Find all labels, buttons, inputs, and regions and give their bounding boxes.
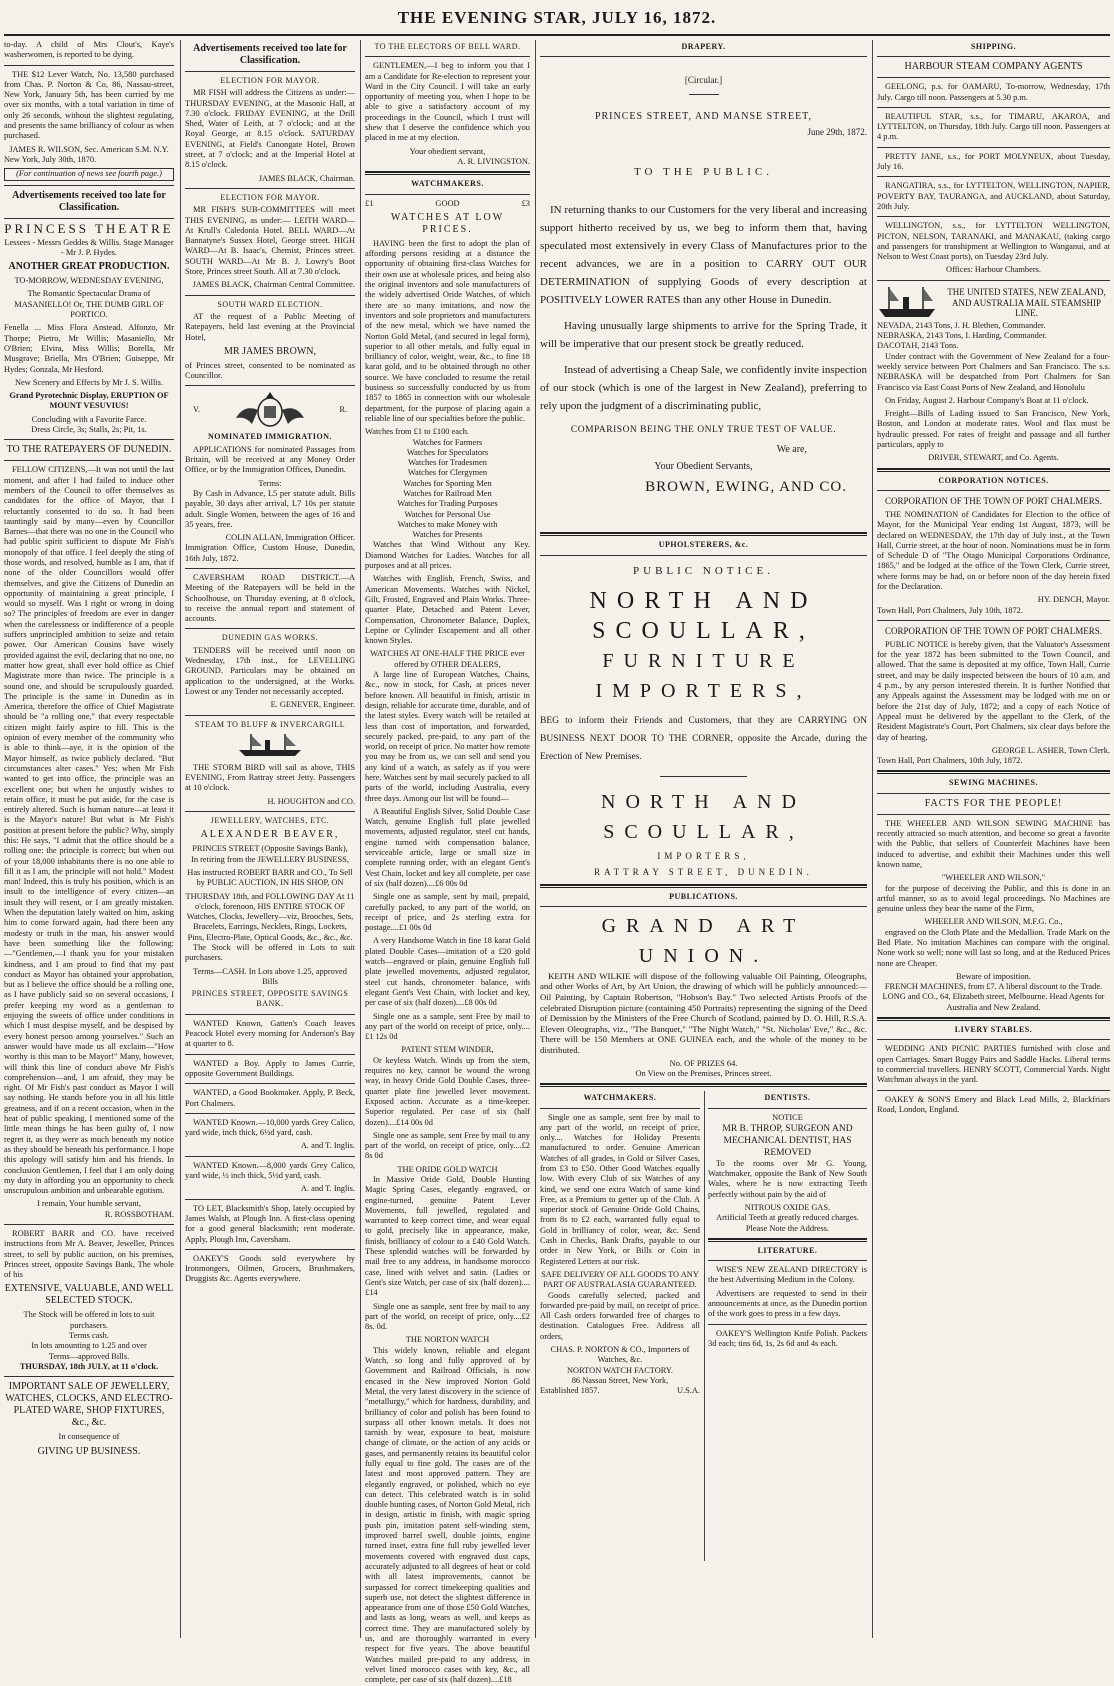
wanted-ad: WANTED Known.—8,000 yards Grey Calico, yard wide, ½ inch thick, 5½d yard, cash. bbox=[185, 1160, 355, 1181]
wanted-ad: WANTED a Boy. Apply to James Currie, opposite Government Buildings. bbox=[185, 1058, 355, 1078]
column-5 bbox=[877, 40, 1110, 1636]
sailing-wellington: WELLINGTON, s.s., for LYTTELTON WELLINGTON, PICTON, NELSON, TARANAKI, and MANAKAU, (taking cargo and passengers for transhipment at Wellington to Wanganui, and at Nelson to West Coast ports), on Tuesday 23rd July. bbox=[877, 221, 1110, 262]
south-ward-rest: of Princes street, consented to be nominated as Councillor. bbox=[185, 360, 355, 381]
watchmakers-body: Single one as sample, sent free by mail to any part of the world, on receipt of price, only.... Watches for Holiday Presents manufactured to order. Genuine American Watches of all grades, in Gold or Silver Cases, from £3 to £50. Other Good Watches equally low. With every Club of six Watches of any kind, we send one extra Watch of same kind Free, as a Premium to getter up of the Club. A superior stock of Genuine Oride Gold Chains, from 8s to £2 each, warranted fully equal to Gold in brilliancy of color, wear, &c. Send Cash in Checks, Bank Drafts, payable to our order in New York, or Bills or Coin in Registered Letters at our risk. bbox=[540, 1112, 700, 1266]
watches-list bbox=[365, 438, 530, 541]
beaver-items: Watches, Clocks, Jewellery—viz, Brooches, Sets, Bracelets, Earrings, Necklets, Rings, Lockets, Pins, Electro-Plate, Optical Goods, &c., &c., &c. bbox=[186, 912, 354, 942]
column-3 bbox=[365, 40, 530, 1685]
wanted-ad: WANTED Known, Gatten's Coach leaves Peacock Hotel every morning for Anderson's Bay at quarter to 8. bbox=[185, 1018, 355, 1049]
oakey-knife-polish: OAKEY'S Wellington Knife Polish. Packets 3d each; tins 6d, 1s, 2s 6d and 4s each. bbox=[708, 1328, 867, 1348]
double-rule bbox=[540, 884, 867, 888]
norton-established: Established 1857. bbox=[540, 1386, 600, 1396]
election-title: ELECTION FOR MAYOR. bbox=[220, 192, 320, 202]
drapery-we-are: We are, bbox=[776, 444, 807, 456]
double-rule bbox=[708, 1238, 867, 1242]
divider bbox=[877, 814, 1110, 815]
immigration-notice: APPLICATIONS for nominated Passages from Britain, will be received at any Money Order Office, or by the Immigration Offices, Dunedin. bbox=[185, 444, 355, 475]
corporation-signature: GEORGE L. ASHER, Town Clerk. bbox=[991, 745, 1110, 755]
watches-list-item: Watches for Trading Purposes bbox=[397, 499, 498, 509]
half-price-heading: WATCHES AT ONE-HALF THE PRICE ever offered by OTHER DEALERS, bbox=[370, 649, 525, 669]
double-rule bbox=[540, 1083, 867, 1087]
election-title: ELECTION FOR MAYOR. bbox=[220, 76, 320, 85]
divider bbox=[185, 1113, 355, 1114]
beaver-sale-date: THURSDAY 18th, and FOLLOWING DAY At 11 o'clock, forenoon, HIS ENTIRE STOCK OF bbox=[185, 891, 355, 911]
immigration-title: NOMINATED IMMIGRATION. bbox=[207, 432, 333, 442]
norton-title: THE NORTON WATCH bbox=[405, 1335, 490, 1345]
oride-title: THE ORIDE GOLD WATCH bbox=[397, 1164, 498, 1174]
wanted-signature: A. and T. Inglis. bbox=[300, 1141, 355, 1151]
theatre-farce: Concluding with a Favorite Farce. bbox=[31, 414, 147, 424]
beaver-retiring: In retiring from the JEWELLERY BUSINESS, bbox=[191, 854, 349, 864]
gas-works-notice: TENDERS will be received until noon on Wednesday, 17th inst., for LEVELLING GROUND. Particulars may be obtained on application to the undersigned, at the Works. Lowest or any Tender not necessarily accepted. bbox=[185, 645, 355, 696]
ratepayers-letter: FELLOW CITIZENS,—It was not until the last moment, and after I had failed to induce other members of the Council to offer themselves as candidates for the office of Mayor, that I reluctantly consented to do so. It had been tauntingly said by many—even by Councillor Barnes—that there was no one in the Council who had public spirit sufficient to dispute Mr Fish's monopoly of that office. I feel deeply the sting of those words, and resolved, humble as I am, that if none of the older Councillors would offer themselves, and give the Citizens of Dunedin an opportunity of maintaining a great principle, I would so myself. Was I right or wrong in doing so? The principles of freedom are ever in danger when the carelessness or indifference of a people suffers unprincipled ambition to seize and retain power. Our American Cousins have wisely provided against the evil, declaring that no one, no matter how great, shall ever hold office as Chief Magistrate more than twice. The principle is a sound one, and should be scrupulously guarded. The principle is the same in Dunedin as in America, therefore the office of Chief Magistrate should be "a rolling one," that every respectable citizen might fairly aspire to fill. This is the opinion of every member of the community who is able to think—aye, it is the opinion of the Mayor himself, as twice publicly declared. "But circumstances alter cases." Yes; when Mr Fish wanted to get into office, the principle was an excellent one; but when he unjustly wishes to retain office, it must be put aside, for the case is entirely altered. Such is human nature—at least it is the Mayor's nature! But what is Mr Fish's position at present before the public? Why, simply this: He says, "I admit that the office should be a rolling one: the principle is correct; but when out of your 18,000 inhabitants there is no one able to fill it as I am, the principle will not hold." Modest man! Indeed, this is truly his position, which is an insult to the intelligence of every citizen—an insult they will resent, or I am greatly mistaken. When the deputation lately waited on him, asking him to come forward again, had there been any modesty or truth in the man, his answer would have been something like the following:—"Gentlemen,—I thank you for your mistaken kindness, and I am proud to find that my past conduct as Mayor has obtained your approbation, but as I believe the office should be a rolling one, as I have publicly said so on several occasions, I prefer keeping my word as a gentleman to enjoying the sweets of office under conditions in which I must despise myself, and be despised by every honest person among yourselves." Such an answer would have made us all exclaim—"How worthy is this man to be Mayor!" Many, however, will think this line of conduct above Mr Fish's comprehension—and, I am afraid, they may be right. Of Mr Fish's past conduct as Mayor I will say nothing. He stands before you in all his little greatness, and if on a recent occasion, when in the heat of public speaking, I mentioned some of the little mean things he has been guilty of, I now regret it, as they were as much beneath my notice as they should be beneath his performance. I hope this apology will satisfy him and his friends. In conclusion Gentlemen, I feel that I am only doing my duty in affording you an opportunity to check unscrupulous ambition and unbearable egotism. bbox=[4, 465, 174, 1196]
watches-keyless: Watches that Wind Without any Key. Diamond Watches for Ladies. Watches for all purposes and at all prices. bbox=[365, 540, 530, 571]
half-price-body: A large line of European Watches, Chains, &c., now in stock, for Cash, at prices never before known. All beautiful in finish, artistic in design, reliable for accurate time, durable, and of the latest styles. Every watch will be retailed at less than cost of importation, and forwarded, securely packed, pre-paid, to any part of the world, on receipt of price. No matter how remote you may be from us, we can sell and send you any kind of a watch, as safely as if you were here. Watches sent by mail securely packed to all parts of the world, including Australia, every three days. Among our list will be found— bbox=[365, 670, 530, 803]
divider bbox=[185, 568, 355, 569]
corporation-date: Town Hall, Port Chalmers, 10th July, 1872. bbox=[877, 756, 1023, 766]
theatre-scenery: New Scenery and Effects by Mr J. S. Willis. bbox=[15, 377, 163, 387]
section-label-upholsterers: UPHOLSTERERS, &c. bbox=[658, 540, 749, 550]
rattray-address: RATTRAY STREET, DUNEDIN. bbox=[594, 867, 813, 878]
divider bbox=[4, 185, 174, 186]
section-label-shipping: SHIPPING. bbox=[970, 42, 1017, 51]
norton-footer bbox=[540, 1386, 700, 1396]
divider bbox=[185, 1014, 355, 1015]
stem-winder-body: Or keyless Watch. Winds up from the stem, requires no key, cannot be wound the wrong way, in heavy Oride Gold Double Cases, three-quarter plate fine jewelled lever movement. Exposed action. Accurate as a time-keeper. Superior regulated. Per case of six (half dozen)....£14 00s 0d bbox=[365, 1055, 530, 1127]
beaver-name: ALEXANDER BEAVER, bbox=[200, 829, 340, 841]
drapery-body-2: Having unusually large shipments to arrive for the Spring Trade, it will be imperative that our present stock be greatly reduced. bbox=[540, 320, 867, 351]
section-label-watchmakers: WATCHMAKERS. bbox=[411, 179, 484, 189]
drapery-body-1: IN returning thanks to our Customers for the very liberal and increasing support hitherto received by us, we beg to inform them that, having speculated most extensively in every Class of Manufactures prior to the recent advances, we are in a position to CARRY OUT OUR DETERMINATION of supplying Goods of every description at POSITIVELY LOWER RATES than any other House in Dunedin. bbox=[540, 204, 867, 307]
barr-date: THURSDAY, 18th JULY, at 11 o'clock. bbox=[19, 1361, 159, 1371]
double-rule bbox=[877, 770, 1110, 774]
art-union-body: KEITH AND WILKIE will dispose of the following valuable Oil Painting, Oleographs, and other Works of Art, by Art Union, the drawing of which will be publicly announced:— Oil Painting, by Captain Robertson, "Hobson's Bay." Two selected Artists Proofs of the celebrated Disruption picture (containing 450 Portraits) representing the signing of the Deed of Demission by the Ministers of the Free Church of Scotland, painted by D. O. Hill, R.S.A. Eleven Oleographs, viz., "The Banquet," "The Night Watch," "St. Nicholas' Eve," &c., &c. There will be 150 Members at ONE GUINEA each, and the whole of the money to be distributed. bbox=[540, 970, 867, 1056]
watchmakers-subcolumn bbox=[540, 1091, 700, 1396]
section-heading: Advertisements received too late for Classification. bbox=[193, 43, 347, 66]
divider bbox=[877, 216, 1110, 217]
steamship-icon bbox=[185, 732, 355, 763]
ship-dacotah: DACOTAH, 2143 Tons. bbox=[877, 341, 959, 351]
divider bbox=[185, 811, 355, 812]
immigration-office: Immigration Office, Custom House, Dunedin, 16th July, 1872. bbox=[185, 543, 355, 563]
sailing-geelong: GEELONG, p.s. for OAMARU, To-morrow, Wednesday, 17th July. Cargo till noon. Passengers at 5.30 p.m. bbox=[877, 82, 1110, 102]
section-label-corporation: CORPORATION NOTICES. bbox=[938, 475, 1049, 485]
divider bbox=[877, 1039, 1110, 1040]
royal-crest bbox=[185, 390, 355, 430]
beaver-terms: Terms—CASH. In Lots above 1.25, approved Bills bbox=[193, 966, 347, 986]
divider bbox=[185, 188, 355, 189]
wise-directory: WISE'S NEW ZEALAND DIRECTORY is the best Advertising Medium in the Colony. bbox=[708, 1265, 867, 1285]
artificial-teeth: Artificial Teeth at greatly reduced charges. Please Note the Address. bbox=[716, 1213, 859, 1233]
mail-line-header bbox=[877, 285, 1110, 321]
barr-terms: Terms cash. bbox=[69, 1331, 109, 1341]
beaver-instructed: Has instructed ROBERT BARR and CO., To Sell by PUBLIC AUCTION, IN HIS SHOP, ON bbox=[187, 867, 353, 888]
divider bbox=[4, 1376, 174, 1377]
gas-works-signature: E. GENEVER, Engineer. bbox=[270, 700, 355, 710]
steam-title: STEAM TO BLUFF & INVERCARGILL bbox=[194, 719, 346, 729]
sailing-beautiful-star: BEAUTIFUL STAR, s.s., for TIMARU, AKAROA, and LYTTELTON, on Thursday, 18th July. Cargo till noon. Passengers at 4 p.m. bbox=[877, 111, 1110, 142]
section-label-livery: LIVERY STABLES. bbox=[954, 1025, 1033, 1035]
circular-label: [Circular.] bbox=[684, 75, 723, 86]
crest-letter-r: R. bbox=[339, 405, 347, 415]
election-notice: MR FISH will address the Citizens as under:— THURSDAY EVENING, at the Masonic Hall, at 7.30 o'clock. FRIDAY EVENING, at the Drill Shed, Water of Leith, at 7 o'clock; and at the Royal George, at 8.15 o'clock. SATURDAY EVENING, at Field's Canongate Hotel, Brown street, at 7 o'clock; and at the Imperial Hotel at 8.15 o'clock. bbox=[185, 88, 355, 170]
column-divider bbox=[535, 40, 536, 1638]
north-scoullar-notice: BEG to inform their Friends and Customers, that they are CARRYING ON BUSINESS NEXT DOOR TO THE CORNER, opposite the Arcade, during the Erection of New Premises. bbox=[540, 715, 867, 762]
steam-notice: THE STORM BIRD will sail as above, THIS EVENING, From Rattray street Jetty. Passengers at 10 o'clock. bbox=[185, 762, 355, 793]
divider bbox=[540, 555, 867, 556]
double-rule bbox=[540, 532, 867, 536]
wheeler-body-3: engraved on the Cloth Plate and the Medallion. Trade Mark on the Bed Plate. No imitation Machines can compare with the original. None work so well; none will last so long, and at the Reduced Prices none are Cheaper. bbox=[877, 927, 1110, 968]
section-label-sewing: SEWING MACHINES. bbox=[949, 778, 1038, 788]
public-heading: TO THE PUBLIC. bbox=[633, 165, 773, 178]
wheeler-name: "WHEELER AND WILSON," bbox=[941, 873, 1046, 883]
safe-delivery: SAFE DELIVERY OF ALL GOODS TO ANY PART OF AUSTRALASIA GUARANTEED. bbox=[541, 1269, 699, 1290]
watches-title: WATCHES AT LOW PRICES. bbox=[390, 211, 505, 235]
importers-label: IMPORTERS, bbox=[657, 850, 750, 861]
watches-kinds: Watches with English, French, Swiss, and American Movements. Watches with Nickel, Gilt, Frosted, Engraved and Plain Works. Three-quarter Plate, Detached and Patent Lever, Compensation, Chronometer Balance, Duplex, Lepine or Cylinder Escapement and all other known Styles. bbox=[365, 574, 530, 646]
south-ward-notice: AT the request of a Public Meeting of Ratepayers, held last evening at the Provincial Hotel, bbox=[185, 311, 355, 342]
theatre-lessees: Lessees - Messrs Geddes & Willis. Stage Manager - Mr J. P. Hydes. bbox=[4, 237, 174, 257]
divider bbox=[185, 1083, 355, 1084]
corporation-date: Town Hall, Port Chalmers, July 10th, 1872. bbox=[877, 605, 1023, 615]
divider bbox=[4, 218, 174, 219]
double-rule bbox=[877, 1017, 1110, 1021]
mail-agents: DRIVER, STEWART, and Co. Agents. bbox=[928, 453, 1059, 463]
norton-company: CHAS. P. NORTON & CO., Importers of Watches, &c. bbox=[550, 1345, 690, 1365]
column-divider bbox=[180, 40, 181, 1638]
steamship-icon bbox=[877, 285, 937, 321]
crest-letter-v: V. bbox=[193, 405, 201, 415]
divider bbox=[877, 1090, 1110, 1091]
sailing-pretty-jane: PRETTY JANE, s.s., for PORT MOLYNEUX, about Tuesday, July 16. bbox=[877, 151, 1110, 172]
divider bbox=[185, 715, 355, 716]
bottom-subcolumns bbox=[540, 1091, 867, 1561]
beaver-lots: The Stock will be offered in Lots to suit purchasers. bbox=[185, 943, 355, 963]
divider bbox=[4, 1224, 174, 1225]
corporation-assessment: PUBLIC NOTICE is hereby given, that the Valuator's Assessment for the year 1872 has been submitted to the Town Council, and allowed. That the same is deposited at my office, Town Hall, Currie street, and may be daily inspected between the hours of 10 a.m. and 4 p.m., by any person interested therein. It is further Notified that any Appeals against the Assessment may be lodged with me on or before the 21st day of July, 1872; and a copy of each Notice of Appeal must be delivered by the appellant to the Clerk, of the Resident Magistrate's Court, Port Chalmers, six clear days before the day of hearing, bbox=[877, 639, 1110, 742]
divider bbox=[877, 176, 1110, 177]
barr-auction-notice: ROBERT BARR and CO. have received instructions from Mr A. Beaver, Jeweller, Princes street, to sell by public auction, on his premises, Princes street, opposite Savings Bank, The whole of his bbox=[4, 1228, 174, 1280]
savings-bank-heading: PRINCES STREET, OPPOSITE SAVINGS BANK. bbox=[191, 989, 349, 1009]
theatre-drama: The Romantic Spectacular Drama of MASANIELLO! Or, THE DUMB GIRL OF PORTICO. bbox=[14, 289, 164, 320]
gas-works-title: DUNEDIN GAS WORKS. bbox=[221, 633, 319, 643]
watches-list-item: Watches to make Money with bbox=[397, 519, 498, 529]
section-label-publications: PUBLICATIONS. bbox=[669, 891, 738, 901]
column-2 bbox=[185, 40, 355, 1636]
beaver-address: PRINCES STREET (Opposite Savings Bank), bbox=[192, 844, 348, 854]
letter-signature: R. ROSSBOTHAM. bbox=[104, 1209, 174, 1219]
double-rule bbox=[365, 171, 530, 175]
crest-emblem-icon bbox=[230, 390, 310, 430]
barr-consequence: In consequence of bbox=[58, 1432, 120, 1442]
section-label-watchmakers: WATCHMAKERS. bbox=[583, 1093, 657, 1103]
watches-list-item: Watches for Speculators bbox=[406, 447, 489, 457]
divider bbox=[4, 65, 174, 66]
divider bbox=[877, 793, 1110, 794]
nitrous-oxide: NITROUS OXIDE GAS. bbox=[744, 1202, 831, 1212]
south-ward-title: SOUTH WARD ELECTION. bbox=[217, 299, 323, 309]
wheeler-firm: WHEELER AND WILSON, M.F.G. Co., bbox=[924, 917, 1063, 927]
norton-body: This widely known, reliable and elegant Watch, so long and fully approved of by Government and Railroad Officials, is now encased in the New improved Norton Gold Metal, the very latest discovery in the science of "metallurgy," which for hardness, durability, and brilliancy of color and polish has been found to surpass all other known metals. It does not tarnish by wear, exposure to heat, moisture change of climate, or the action of any acids or gases, and permanently retains its beautiful color fully equal to fine gold. The cases are of the latest and most approved pattern. They are elegantly engraved, or polished, which no eye can detect. This celebrated watch is in solid double hunting cases, of Norton Gold Metal, rich in design, artistic in finish, with magic spring push pin, imitation patent self-winding stem, improved barrel swell, double joints, engine turned inset, extra fine full ruby jewelled lever movements covered with engraved dust caps, accurately adjusted to all degrees of heat or cold with all latest improvements, cannot be surpassed for correct timekeeping qualities and superb use, not detect the slightest difference in appearance from one of those £50 Gold Watches, and lasts as long, wears as well, and keeps as correct time. They are manufactured solely by us, and are thoroughly warranted in every respect for five years. The above beautiful Watches mailed pre-paid to any address, in velvet lined morocco cases with key, &c., all complete, per case of six (half dozen)....£18 bbox=[365, 1345, 530, 1685]
divider bbox=[185, 1249, 355, 1250]
drapery-date: June 29th, 1872. bbox=[807, 126, 867, 137]
divider bbox=[185, 385, 355, 386]
steam-signature: H. HOUGHTON and CO. bbox=[267, 796, 355, 806]
bell-ward-closing: Your obedient servant, bbox=[409, 146, 486, 156]
immigration-terms-label: Terms: bbox=[258, 478, 282, 488]
silver-watch-offer: A Beautiful English Silver, Solid Double Case Watch, genuine English full plate jewelled movements, adjusted regulator, steel cut hands, engine turned with compensation balance, serviceable article, large or small size in complete running order, with an elegant Gent's Vest Chain, locket and key all complete, per case of six (half dozen)....£6 00s 0d bbox=[365, 806, 530, 888]
divider bbox=[877, 147, 1110, 148]
public-notice-heading: PUBLIC NOTICE. bbox=[633, 564, 774, 577]
corporation-signature: HY. DENCH, Mayor. bbox=[1037, 595, 1110, 605]
theatre-prices: Dress Circle, 3s; Stalls, 2s; Pit, 1s. bbox=[31, 425, 147, 435]
column-4 bbox=[540, 40, 867, 1636]
silver-watch-single: Single one as sample, sent by mail, prepaid, carefully packed, to any part of the world, on receipt of price, and 2s sterling extra for postage....£1 00s 0d bbox=[365, 892, 530, 933]
dentists-subcolumn bbox=[708, 1091, 867, 1352]
letter-closing: I remain, Your humble servant, bbox=[37, 1199, 141, 1209]
divider bbox=[877, 77, 1110, 78]
masthead: THE EVENING STAR, JULY 16, 1872. bbox=[397, 8, 717, 27]
harbour-offices: Offices: Harbour Chambers. bbox=[946, 265, 1041, 275]
grand-art-union-title: GRAND ART UNION. bbox=[601, 914, 806, 967]
watches-list-item: Watches for Sporting Men bbox=[403, 478, 492, 488]
bell-ward-signature: A. R. LIVINGSTON. bbox=[457, 156, 530, 166]
divider bbox=[877, 490, 1110, 491]
wanted-ad: WANTED, a Good Bookmaker. Apply, P. Beck, Port Chalmers. bbox=[185, 1088, 355, 1108]
norton-usa: U.S.A. bbox=[676, 1386, 700, 1396]
norton-address: 86 Nassau Street, New York, bbox=[571, 1375, 669, 1385]
corporation-nomination: THE NOMINATION of Candidates for Election to the office of Mayor, for the Municipal Year ending 1st August, 1873, will be declared on WEDNESDAY, the 17th day of July inst., at the Town Hall, Currie street, at the hour of noon. Nominations must be in form of Schedule D of "The Otago Municipal Corporations Ordinance, 1865," and be lodged at the office of the Town Clerk, Currie street, where forms may be had, on or before noon of the day herein fixed for the Declaration. bbox=[877, 509, 1110, 591]
stem-winder-title: PATENT STEM WINDER, bbox=[401, 1045, 494, 1055]
brown-ewing-signature: BROWN, EWING, AND CO. bbox=[645, 479, 847, 496]
price-line bbox=[365, 199, 530, 209]
theatre-production: ANOTHER GREAT PRODUCTION. bbox=[8, 261, 170, 273]
immigration-signature: COLIN ALLAN, Immigration Officer. bbox=[225, 533, 355, 543]
watches-list-item: Watches for Personal Use bbox=[404, 509, 491, 519]
price-label: GOOD bbox=[435, 198, 460, 208]
divider bbox=[877, 107, 1110, 108]
divider bbox=[365, 194, 530, 195]
divider bbox=[4, 460, 174, 461]
divider bbox=[877, 56, 1110, 57]
section-label-dentists: DENTISTS. bbox=[764, 1093, 811, 1103]
theatre-title: PRINCESS THEATRE bbox=[4, 220, 174, 236]
short-rule bbox=[660, 776, 747, 777]
norton-factory: NORTON WATCH FACTORY. bbox=[567, 1365, 673, 1375]
barr-approved: Terms—approved Bills. bbox=[48, 1351, 130, 1361]
divider bbox=[540, 906, 867, 907]
corporation-title: CORPORATION OF THE TOWN OF PORT CHALMERS. bbox=[884, 495, 1103, 506]
watch-testimonial: THE $12 Lever Watch, No. 13,580 purchased from Chas. P. Norton & Co, 86, Nassau-street, New York, January 5th, has been carried by me over six months, with a total variation in time of only 26 seconds, without the slightest regulating, and presents the same brilliancy of colour as when purchased. bbox=[4, 69, 174, 141]
oride-body: In Massive Oride Gold, Double Hunting Magic Spring Cases, elegantly engraved, or engine-turned, genuine Patent Lever Movements, full jewelled, regulated and warranted to keep correct time, and wear equal to gold, precisely like in appearance, make, finish, brilliancy of colour to a £40 Gold Watch. These splendid watches will be forwarded by mail free to any address, in handsome morocco case, lined with velvet and satin. (Ladies or Gent's size Watch, per case of six (half dozen)....£14 bbox=[365, 1174, 530, 1298]
continuation-note: (For continuation of news see fourth page.) bbox=[4, 168, 174, 180]
goods-text: Goods carefully selected, packed and forwarded pre-paid by mail, on receipt of price. All Cash orders forwarded free of charges to destination. Catalogues Free. Address all orders, bbox=[540, 1290, 700, 1341]
drapery-obedient: Your Obedient Servants, bbox=[654, 460, 753, 472]
barr-lots: The Stock will be offered in lots to suit purchasers. bbox=[23, 1310, 155, 1330]
mail-departure: On Friday, August 2. Harbour Company's Boat at 11 o'clock. bbox=[885, 395, 1089, 405]
corporation-title: CORPORATION OF THE TOWN OF PORT CHALMERS. bbox=[884, 625, 1103, 636]
throp-heading: MR B. THROP, SURGEON AND MECHANICAL DENTIST, HAS REMOVED bbox=[722, 1123, 853, 1158]
section-label-drapery: DRAPERY. bbox=[681, 42, 726, 51]
dentist-notice-label: NOTICE bbox=[772, 1112, 803, 1122]
caversham-notice: CAVERSHAM ROAD DISTRICT.—A Meeting of the Ratepayers will be held in the Schoolhouse, on Thursday evening, at 8 o'clock, to receive the annual report and statement of accounts. bbox=[185, 572, 355, 624]
section-label-literature: LITERATURE. bbox=[757, 1245, 818, 1255]
oride-single: Single one as sample, sent free by mail to any part of the world, on receipt of price, only....£2 8s. 0d. bbox=[365, 1301, 530, 1332]
barr-giving-up: GIVING UP BUSINESS. bbox=[37, 1445, 141, 1457]
section-heading: Advertisements received too late for Classification. bbox=[12, 189, 166, 213]
jewellery-title: JEWELLERY, WATCHES, ETC. bbox=[210, 816, 330, 826]
theatre-cast: Fenella ... Miss Flora Anstead. Alfonzo, Mr Thorpe; Pietro, Mr Willis; Masaniello, Mr O'Brien; Elvira, Miss Willis; Borella, Mr Musgrave; Briella, Mrs O'Brien; Guiseppe, Mr Hydes; Gonzala, Mr Hesford. bbox=[4, 323, 174, 374]
north-scoullar-title-2: NORTH AND SCOULLAR, bbox=[601, 790, 806, 843]
testimonial-date: New York, July 30th, 1870. bbox=[4, 154, 97, 164]
election-notice: MR FISH'S SUB-COMMITTEES will meet THIS EVENING, as under:— LEITH WARD—At Krull's Caledonia Hotel. BELL WARD—At Bannatyne's Sussex Hotel, George street. HIGH WARD—At B. Isaac's, Chemist, Princes street. SOUTH WARD—At Mr B. J. Lowry's Boot Store, Princes street South. All at 7.30 o'clock. bbox=[185, 205, 355, 277]
long-agents: LONG and CO., 64, Elizabeth street, Melbourne. Head Agents for Australia and New Zealand. bbox=[882, 992, 1105, 1012]
double-rule bbox=[877, 468, 1110, 472]
divider bbox=[185, 1054, 355, 1055]
election-signature: JAMES BLACK, Chairman Central Committee. bbox=[192, 280, 355, 290]
divider bbox=[185, 1156, 355, 1157]
divider bbox=[4, 439, 174, 440]
karat-watch-offer: A very Handsome Watch in fine 18 karat Gold plated Double Cases—imitation of a £20 gold watch—engraved or plain, genuine English full plate jewelled movements, adjusted regulator, steel cut hands, chronometer balance, with elegant Gent's Vest Chain, with locket and key, per case of six (half dozen)....£8 00s 0d bbox=[365, 936, 530, 1008]
wanted-signature: A. and T. Inglis. bbox=[300, 1184, 355, 1194]
divider bbox=[877, 280, 1110, 281]
divider bbox=[185, 71, 355, 72]
divider bbox=[185, 295, 355, 296]
divider bbox=[708, 1260, 867, 1261]
subcolumn-divider bbox=[704, 1091, 705, 1561]
to-let-ad: TO LET, Blacksmith's Shop, lately occupied by James Walsh, at Plough Inn. A first-class opening for a good general blacksmith; rent moderate. Apply, Plough Inn, Caversham. bbox=[185, 1203, 355, 1244]
mail-freight: Freight—Bills of Lading issued to San Francisco, New York, Boston, and London at moderate rates. Wool and flax must be hydraulic pressed. For rates of freight and passage and all further particulars, apply to bbox=[877, 409, 1110, 450]
watches-list-item: Watches for Farmers bbox=[412, 437, 483, 447]
divider bbox=[877, 620, 1110, 621]
watches-list-item: Watches for Railroad Men bbox=[403, 488, 492, 498]
divider bbox=[708, 1108, 867, 1109]
french-machines: FRENCH MACHINES, from £7. A liberal discount to the Trade. bbox=[884, 982, 1103, 992]
facts-heading: FACTS FOR THE PEOPLE! bbox=[924, 797, 1063, 809]
election-signature: JAMES BLACK, Chairman. bbox=[258, 173, 355, 183]
drapery-comparison: COMPARISON BEING THE ONLY TRUE TEST OF VALUE. bbox=[570, 425, 837, 436]
south-ward-candidate: MR JAMES BROWN, bbox=[224, 345, 316, 357]
news-fragment: to-day. A child of Mrs Clout's, Kaye's washerwomen, is reported to be dying. bbox=[4, 40, 174, 60]
masthead-rule bbox=[4, 34, 1110, 36]
mail-contract: Under contract with the Government of New Zealand for a four-weekly service between Port Chalmers and San Francisco. The s.s. NEBRASKA will be despatched from Port Chalmers for San Francisco via East Coast Ports of New Zealand, and Honolulu bbox=[877, 351, 1110, 392]
wheeler-body-2: for the purpose of deceiving the Public, and this is done in an artful manner, so as to avoid legal proceedings. No Machines are genuine unless they bear the name of the Firm, bbox=[877, 883, 1110, 914]
divider bbox=[540, 56, 867, 57]
bell-ward-title: TO THE ELECTORS OF BELL WARD. bbox=[374, 42, 521, 51]
furniture-importers-title: FURNITURE IMPORTERS, bbox=[595, 649, 812, 702]
wedding-parties: WEDDING AND PICNIC PARTIES furnished with close and open Carriages. Smart Buggy Pairs and Saddle Hacks. Liberal terms to commercial travellers. HENRY SCOTT, Commercial Yards. Night Watchman always in the yard. bbox=[877, 1044, 1110, 1085]
art-union-view: On View on the Premises, Princes street. bbox=[635, 1068, 772, 1078]
north-scoullar-title: NORTH AND SCOULLAR, bbox=[589, 587, 818, 644]
ship-nevada: NEVADA, 2143 Tons, J. H. Blethen, Commander. bbox=[877, 320, 1046, 330]
barr-sale: IMPORTANT SALE OF JEWELLERY, WATCHES, CLOCKS, AND ELECTRO-PLATED WARE, SHOP FIXTURES, &c., &c. bbox=[5, 1381, 173, 1429]
divider bbox=[540, 1108, 700, 1109]
mail-line-title: THE UNITED STATES, NEW ZEALAND, AND AUSTRALIA MAIL STEAMSHIP LINE. bbox=[947, 287, 1106, 318]
bell-ward-letter: GENTLEMEN,—I beg to inform you that I am a Candidate for Re-election to represent your Ward in the City Council. I will take an early opportunity of meeting you, when I hope to be able to give a satisfactory account of my proceedings in the Council, which I trust will shew that I deserve the confidence which you placed in me at my election. bbox=[365, 61, 530, 143]
harbour-steam-title: HARBOUR STEAM COMPANY AGENTS bbox=[904, 61, 1083, 73]
watches-list-item: Watches for Presents bbox=[412, 530, 483, 540]
ship-nebraska: NEBRASKA, 2143 Tons, I. Harding, Commander. bbox=[877, 331, 1048, 341]
price-high: £3 bbox=[521, 198, 530, 208]
wanted-ad: WANTED Known.—10,000 yards Grey Calico, yard wide, inch thick, 6½d yard, cash. bbox=[185, 1117, 355, 1138]
theatre-pyrotechnics: Grand Pyrotechnic Display, ERUPTION OF MOUNT VESUVIUS! bbox=[9, 391, 169, 411]
immigration-terms: By Cash in Advance, L5 per statute adult. Bills payable, 30 days after arrival, L7 10s per statute adult. Single Women, between the ages of 16 and 35 years, free. bbox=[185, 488, 355, 529]
divider bbox=[185, 628, 355, 629]
testimonial-signature: JAMES R. WILSON, Sec. American S.M. N.Y. bbox=[9, 144, 169, 154]
barr-stock: EXTENSIVE, VALUABLE, AND WELL SELECTED STOCK. bbox=[4, 1283, 174, 1307]
divider bbox=[708, 1324, 867, 1325]
oakey-ad: OAKEY'S Goods sold everywhere by Ironmongers, Oilmen, Grocers, Brushmakers, Druggists &c. Agents everywhere. bbox=[185, 1253, 355, 1284]
watches-list-item: Watches for Tradesmen bbox=[408, 458, 487, 468]
art-union-prizes: No. OF PRIZES 64. bbox=[669, 1058, 738, 1068]
column-divider bbox=[872, 40, 873, 1638]
wise-body: Advertisers are requested to send in their announcements at once, as the Dunedin portion of the work goes to press in a few days. bbox=[708, 1288, 867, 1319]
karat-watch-single: Single one as a sample, sent Free by mail to any part of the world on receipt of price, only....£1 12s 0d bbox=[365, 1011, 530, 1042]
divider bbox=[185, 1199, 355, 1200]
throp-body: To the rooms over Mr G. Young, Watchmaker, opposite the Bank of New South Wales, where he is now extracting Teeth perfectly without pain by the aid of bbox=[708, 1158, 867, 1199]
oakey-emery: OAKEY & SON'S Emery and Black Lead Mills, 2, Blackfriars Road, London, England. bbox=[877, 1094, 1110, 1114]
beware-note: Beware of imposition. bbox=[956, 971, 1031, 981]
theatre-date: TO-MORROW, WEDNESDAY EVENING, bbox=[14, 276, 164, 286]
ratepayers-heading: TO THE RATEPAYERS OF DUNEDIN. bbox=[6, 444, 172, 456]
sailing-rangatira: RANGATIRA, s.s., for LYTTELTON, WELLINGTON, NAPIER, POVERTY BAY, TAURANGA, and AUCKLAND, about Saturday, 20th July. bbox=[877, 181, 1110, 211]
short-rule bbox=[689, 94, 719, 95]
drapery-body-3: Instead of advertising a Cheap Sale, we confidently invite inspection of our stock (which is one of the largest in New Zealand), preferring to rely upon the judgment of a discriminating public, bbox=[540, 364, 867, 413]
watches-intro: HAVING been the first to adopt the plan of affording persons residing at a distance the opportunity of obtaining first-class Watches for their own use at wholesale prices, and being also the original inventors and sole manufacturers of the widely advertised Oride Watches, of which there are so many imitations, and now the inventors and sole proprietors and manufacturers of the new metal, which we have named the Norton Gold Metal, (and secured in legal form), superior to all other metals, and fully equal in brilliancy of color, weight, wear, &c., to fine 18 karat gold, and to be obtained through no other source. We have concluded to resume the retail business so successfully conducted by us from 1857 to 1865 in connection with our wholesale department, for the purpose of placing again a reliable line of our specialties before the public. bbox=[365, 238, 530, 423]
price-low: £1 bbox=[365, 198, 374, 208]
stem-winder-single: Single one as sample, sent Free by mail to any part of the world, on receipt of price, only....£2 8s 0d bbox=[365, 1130, 530, 1161]
barr-amount: In lots amounting to 1.25 and over bbox=[31, 1341, 147, 1351]
column-divider bbox=[360, 40, 361, 1638]
divider bbox=[365, 56, 530, 57]
watches-list-item: Watches for Clergymen bbox=[407, 468, 488, 478]
drapery-address: PRINCES STREET, AND MANSE STREET, bbox=[594, 110, 813, 122]
wheeler-body: THE WHEELER AND WILSON SEWING MACHINE has recently attracted so much attention, and become so great a favorite with the Public, that sellers of Counterfeit Machines have been induced to advertise, and exhibit their Machines under this well known name, bbox=[877, 818, 1110, 869]
watches-range: Watches from £1 to £100 each. bbox=[365, 427, 469, 437]
column-1 bbox=[4, 40, 174, 1636]
